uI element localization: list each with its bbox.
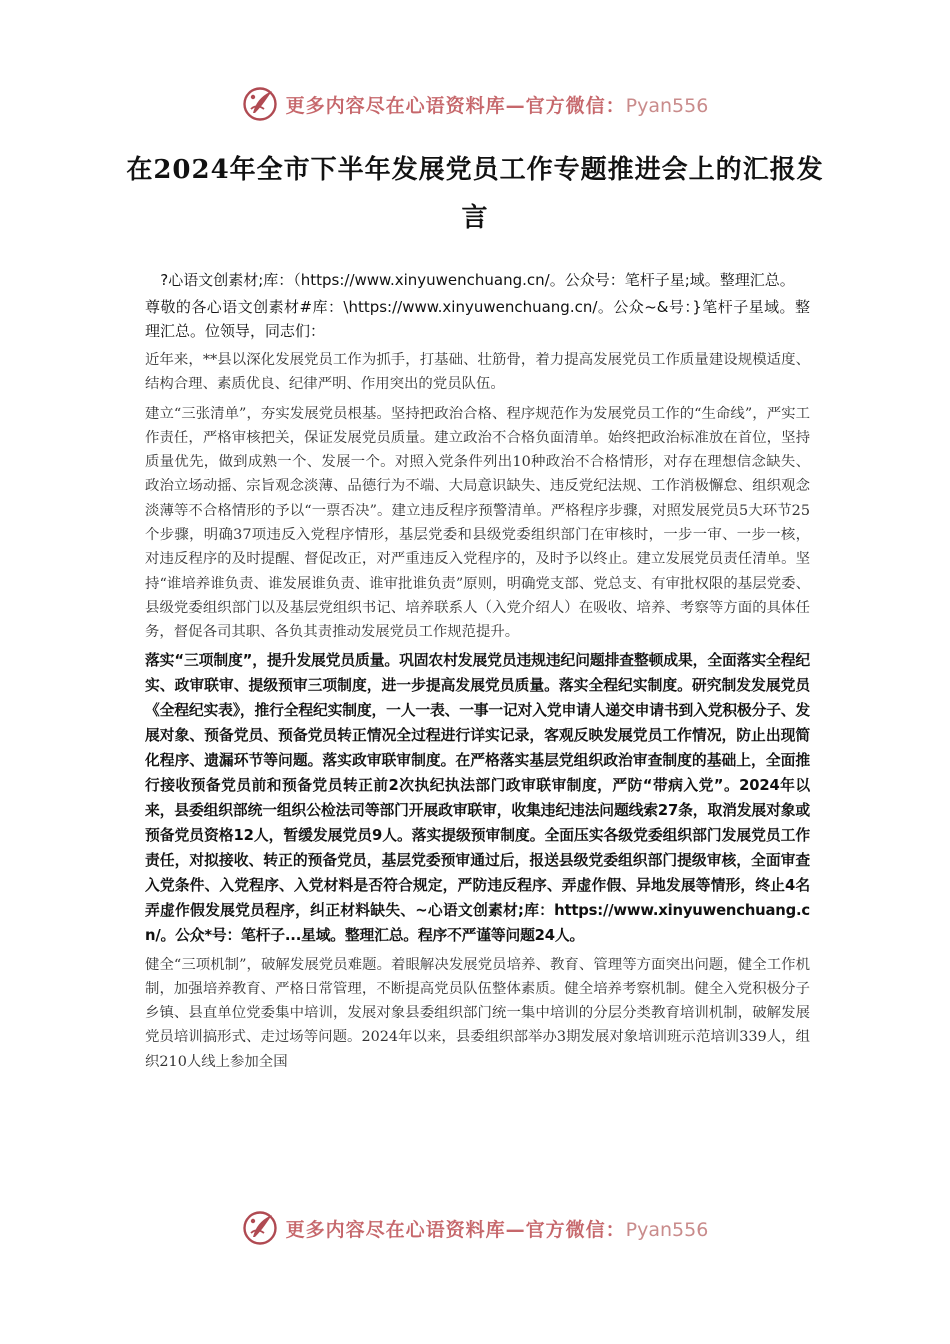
banner-label: 更多内容尽在心语资料库—官方微信：	[285, 94, 626, 117]
source-note: ?心语文创素材;库：（https://www.xinyuwenchuang.cn/。公众号：笔杆子星;域。整理汇总。	[160, 271, 795, 289]
footer-banner	[0, 1208, 950, 1248]
banner-wechat: Pyan556	[625, 1218, 709, 1241]
banner-text	[286, 91, 709, 118]
banner-wechat: Pyan556	[625, 94, 709, 117]
document-body	[145, 268, 810, 1074]
paragraph-three-systems: 落实“三项制度”，提升发展党员质量。巩固农村发展党员违规违纪问题排查整顿成果，全面落实全程纪实、政审联审、提级预审三项制度，进一步提高发展党员质量。落实全程纪实制度。研究制发发展党员《全程纪实表》，推行全程纪实制度，一人一表、一事一记对入党申请人递交申请书到入党积极分子、发展对象、预备党员、预备党员转正情况全过程进行详实记录，客观反映发展党员工作情况，防止出现简化程序、遗漏环节等问题。落实政审联审制度。在严格落实基层党组织政治审查制度的基础上，全面推行接收预备党员前和预备党员转正前2次执纪执法部门政审联审制度，严防“带病入党”。2024年以来，县委组织部统一组织公检法司等部门开展政审联审，收集违纪违法问题线索27条，取消发展对象或预备党员资格12人，暂缓发展党员9人。落实提级预审制度。全面压实各级党委组织部门发展党员工作责任，对拟接收、转正的预备党员，基层党委预审通过后，报送县级党委组织部门提级审核，全面审查入党条件、入党程序、入党材料是否符合规定，严防违反程序、弄虚作假、异地发展等情形，终止4名弄虚作假发展党员程序，纠正材料缺失、~心语文创素材;库：https://www.xinyuwenchuang.cn/。公众*号：笔杆子...星域。整理汇总。程序不严谨等问题24人。	[145, 651, 810, 944]
paragraph-intro: 近年来，**县以深化发展党员工作为抓手，打基础、壮筋骨，着力提高发展党员工作质量建设规模适度、结构合理、素质优良、纪律严明、作用突出的党员队伍。	[145, 352, 810, 393]
document-title: 在2024年全市下半年发展党员工作专题推进会上的汇报发言	[126, 155, 824, 233]
salutation: 尊敬的各心语文创素材#库：\https://www.xinyuwenchuang.cn/。公众~&号：}笔杆子星域。整理汇总。位领导，同志们：	[145, 298, 810, 340]
logo-icon	[242, 1210, 278, 1246]
banner-text	[286, 1215, 709, 1242]
logo-icon	[242, 86, 278, 122]
paragraph-three-mechanisms: 健全“三项机制”，破解发展党员难题。着眼解决发展党员培养、教育、管理等方面突出问题，健全工作机制，加强培养教育、严格日常管理，不断提高党员队伍整体素质。健全培养考察机制。健全入党积极分子乡镇、县直单位党委集中培训，发展对象县委组织部门统一集中培训的分层分类教育培训机制，破解发展党员培训搞形式、走过场等问题。2024年以来，县委组织部举办3期发展对象培训班示范培训339人，组织210人线上参加全国	[145, 956, 810, 1070]
header-banner	[0, 84, 950, 124]
paragraph-three-lists: 建立“三张清单”，夯实发展党员根基。坚持把政治合格、程序规范作为发展党员工作的“生命线”，严实工作责任，严格审核把关，保证发展党员质量。建立政治不合格负面清单。始终把政治标准放在首位，坚持质量优先，做到成熟一个、发展一个。对照入党条件列出10种政治不合格情形，对存在理想信念缺失、政治立场动摇、宗旨观念淡薄、品德行为不端、大局意识缺失、违反党纪法规、工作消极懈怠、组织观念淡薄等不合格情形的予以“一票否决”。建立违反程序预警清单。严格程序步骤，对照发展党员5大环节25个步骤，明确37项违反入党程序情形，基层党委和县级党委组织部门在审核时，一步一审、一步一核，对违反程序的及时提醒、督促改正，对严重违反入党程序的，及时予以终止。建立发展党员责任清单。坚持“谁培养谁负责、谁发展谁负责、谁审批谁负责”原则，明确党支部、党总支、有审批权限的基层党委、县级党委组织部门以及基层党组织书记、培养联系人（入党介绍人）在吸收、培养、考察等方面的具体任务，督促各司其职、各负其责推动发展党员工作规范提升。	[145, 405, 810, 641]
banner-label: 更多内容尽在心语资料库—官方微信：	[285, 1218, 626, 1241]
